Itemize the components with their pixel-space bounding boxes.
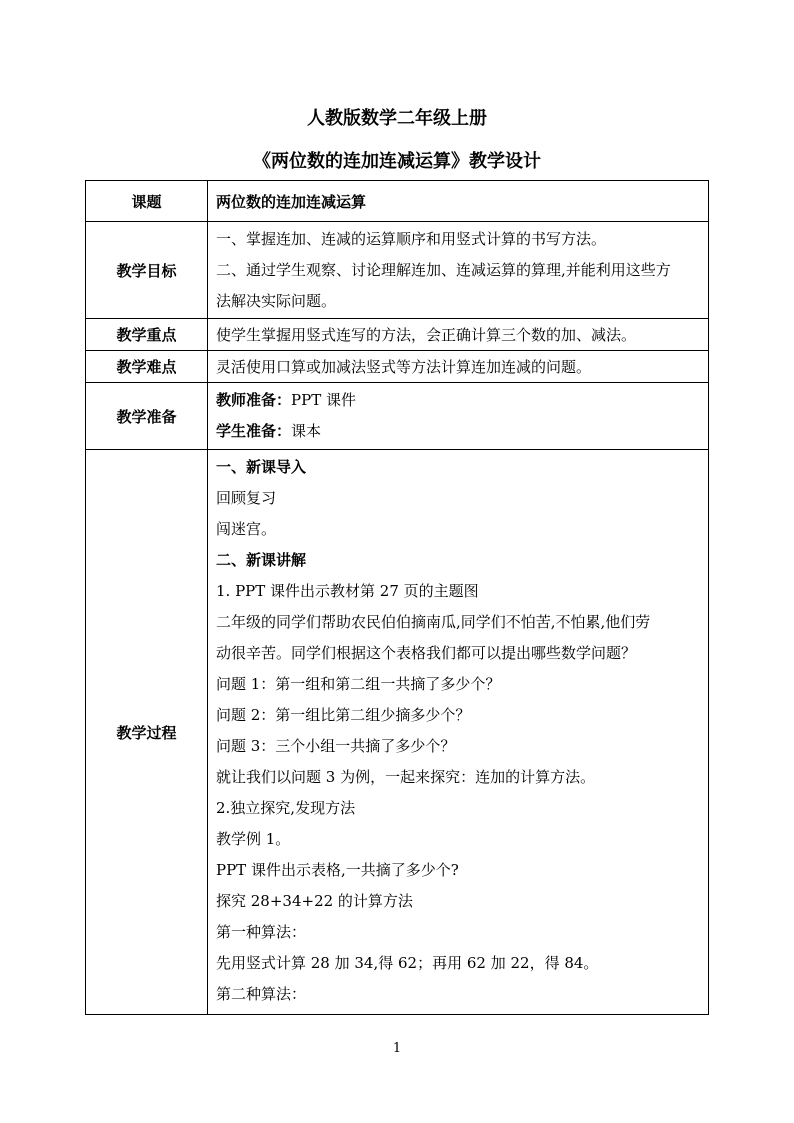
process-line: 一、新课导入: [216, 458, 307, 476]
process-line: 问题 1：第一组和第二组一共摘了多少个？: [216, 675, 501, 693]
prep-student: [216, 416, 702, 447]
goals-line-3: 法解决实际问题。: [216, 291, 337, 310]
label-goals: 教学目标: [86, 222, 208, 319]
value-focus: 使学生掌握用竖式连写的方法，会正确计算三个数的加、减法。: [208, 319, 709, 351]
process-line: 二、新课讲解: [216, 551, 307, 569]
row-topic: [86, 181, 709, 222]
label-difficulty: 教学难点: [86, 351, 208, 383]
goals-line-2: 二、通过学生观察、讨论理解连加、连减运算的算理,并能利用这些方: [216, 260, 671, 279]
document-title: 人教版数学二年级上册: [307, 108, 487, 129]
process-line: 探究 28+34+22 的计算方法: [216, 892, 413, 910]
process-line: 第二种算法：: [216, 985, 307, 1003]
process-line: PPT 课件出示表格,一共摘了多少个?: [216, 861, 459, 879]
row-prep: [86, 383, 709, 450]
process-line: 1. PPT 课件出示教材第 27 页的主题图: [216, 582, 479, 600]
row-process: [86, 450, 709, 1015]
value-prep: [208, 383, 709, 450]
process-line: 2.独立探究,发现方法: [216, 799, 356, 817]
process-line: 问题 3：三个小组一共摘了多少个？: [216, 737, 456, 755]
process-line: 闯迷宫。: [216, 520, 277, 538]
lesson-plan-table: [85, 180, 709, 1015]
process-line: 第一种算法：: [216, 923, 307, 941]
prep-teacher-value: PPT 课件: [291, 391, 356, 409]
label-topic: 课题: [86, 181, 208, 222]
label-process: 教学过程: [86, 450, 208, 1015]
prep-teacher: [216, 385, 702, 416]
value-topic: 两位数的连加连减运算: [208, 181, 709, 222]
process-line: 回顾复习: [216, 489, 277, 507]
process-line: 问题 2：第一组比第二组少摘多少个？: [216, 706, 471, 724]
process-line: 先用竖式计算 28 加 34,得 62；再用 62 加 22，得 84。: [216, 954, 599, 972]
process-line: 二年级的同学们帮助农民伯伯摘南瓜,同学们不怕苦,不怕累,他们劳: [216, 613, 651, 631]
row-difficulty: [86, 351, 709, 383]
row-goals: [86, 222, 709, 319]
process-line: 教学例 1。: [216, 830, 291, 848]
document-subtitle: 《两位数的连加连减运算》教学设计: [253, 151, 541, 172]
value-goals: [208, 222, 709, 319]
row-focus: [86, 319, 709, 351]
prep-student-value: 课本: [291, 422, 322, 440]
process-line: 就让我们以问题 3 为例，一起来探究：连加的计算方法。: [216, 768, 596, 786]
page-number: 1: [392, 1041, 402, 1056]
value-process: [208, 450, 709, 1015]
prep-student-label: 学生准备：: [216, 422, 292, 440]
goals-line-1: 一、掌握连加、连减的运算顺序和用竖式计算的书写方法。: [216, 229, 607, 248]
label-focus: 教学重点: [86, 319, 208, 351]
process-line: 动很辛苦。同学们根据这个表格我们都可以提出哪些数学问题？: [216, 644, 637, 662]
label-prep: 教学准备: [86, 383, 208, 450]
value-difficulty: 灵活使用口算或加减法竖式等方法计算连加连减的问题。: [208, 351, 709, 383]
prep-teacher-label: 教师准备：: [216, 391, 292, 409]
